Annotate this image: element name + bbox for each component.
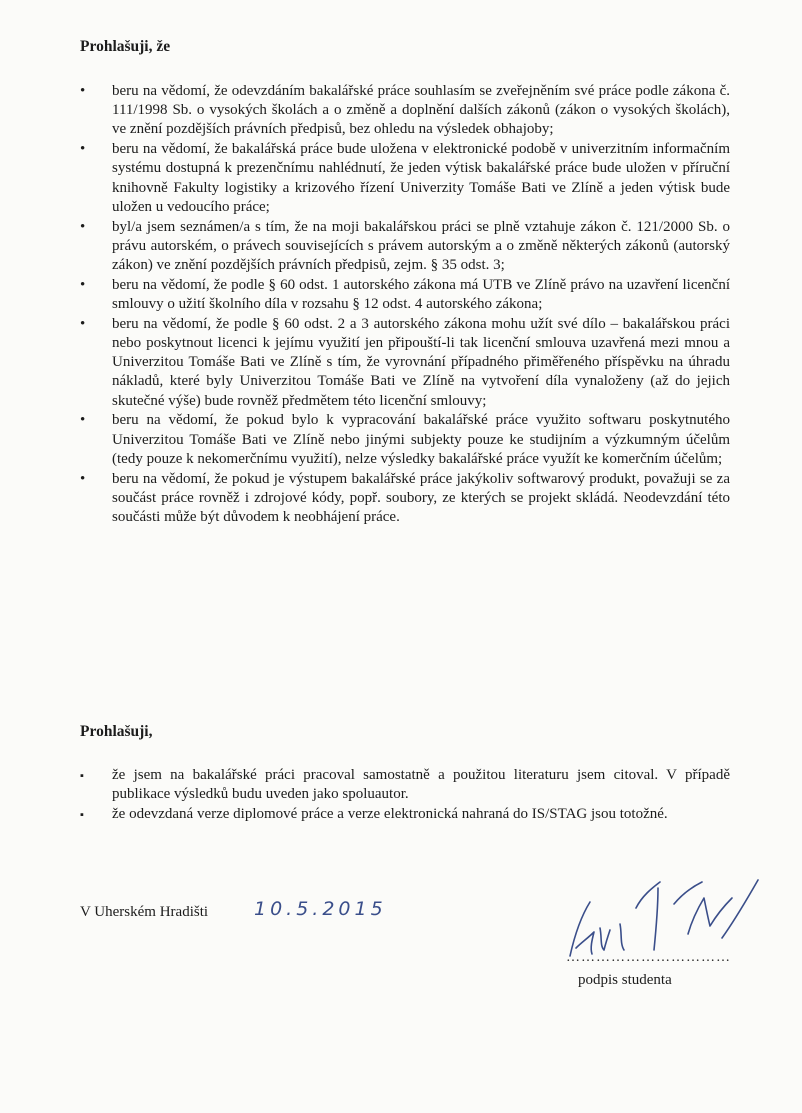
list-item-text: byl/a jsem seznámen/a s tím, že na moji bakalářskou práci se plně vztahuje zákon č. 121/2000 Sb. o právu autorském, o právech souvisejících s právem autorským a o změně některých zákonů (autorský zákon) ve znění pozdějších právních předpisů, zejm. § 35 odst. 3; xyxy=(112,218,730,274)
bullet-marker: • xyxy=(80,470,86,487)
list-item-text: beru na vědomí, že pokud je výstupem bakalářské práce jakýkoliv softwarový produkt, považuji se za součást práce rovněž i zdrojové kódy, popř. soubory, ze kterých se projekt skládá. Neodevzdání této součásti může být důvodem k neobhájení práce. xyxy=(112,470,730,526)
bullet-marker: • xyxy=(80,83,86,99)
bullet-marker: • xyxy=(80,141,86,158)
bullet-marker: • xyxy=(80,276,86,293)
bullet-marker: • xyxy=(80,412,86,429)
section-heading-1: Prohlašuji, že xyxy=(80,38,171,55)
bullet-marker: • xyxy=(80,315,86,332)
list-item xyxy=(80,470,730,528)
signature-line: …………………………… xyxy=(566,950,731,965)
list-item-text: beru na vědomí, že bakalářská práce bude uložena v elektronické podobě v univerzitním informačním systému dostupná k prezenčnímu nahlédnutí, že jeden výtisk bakalářské práce bude uložen v příruční knihovně Fakulty logistiky a krizového řízení Univerzity Tomáše Bati ve Zlíně a jeden výtisk bude uložen u vedoucího práce; xyxy=(112,141,730,215)
signature-icon xyxy=(562,878,772,958)
list-item-text: beru na vědomí, že odevzdáním bakalářské práce souhlasím se zveřejněním své práce podle zákona č. 111/1998 Sb. o vysokých školách a o změně a doplnění dalších zákonů (zákon o vysokých školách), ve znění pozdějších právních předpisů, bez ohledu na výsledek obhajoby; xyxy=(112,83,730,138)
list-item-text: beru na vědomí, že pokud bylo k vypracování bakalářské práce využito softwaru poskytnutého Univerzitou Tomáše Bati ve Zlíně nebo jinými subjekty pouze ke studijním a výzkumným účelům (tedy pouze k nekomerčnímu využití), nelze výsledky bakalářské práce využít ke komerčním účelům; xyxy=(112,412,730,467)
list-item xyxy=(80,411,730,469)
signature-label: podpis studenta xyxy=(578,972,672,988)
list-item xyxy=(80,82,730,140)
list-item xyxy=(80,315,730,411)
list-item xyxy=(80,766,730,804)
place-text: V Uherském Hradišti xyxy=(80,904,209,920)
section-heading-2: Prohlašuji, xyxy=(80,723,153,740)
list-item-text: že jsem na bakalářské práci pracoval samostatně a použitou literaturu jsem citoval. V případě publikace výsledků budu uveden jako spoluautor. xyxy=(112,767,730,803)
list-item xyxy=(80,276,730,314)
bullet-marker: • xyxy=(80,218,86,235)
list-item xyxy=(80,140,730,217)
declaration-list-1 xyxy=(80,82,730,528)
list-item-text: beru na vědomí, že podle § 60 odst. 2 a 3 autorského zákona mohu užít své dílo – bakalářskou práci nebo poskytnout licenci k jejímu využití jen připouští-li tak licenční smlouva uzavřená mezi mnou a Univerzitou Tomáše Bati ve Zlíně s tím, že vyrovnání případného přiměřeného příspěvku na úhradu nákladů, které byly Univerzitou Tomáše Bati ve Zlíně na vytvoření díla vynaloženy (až do jejich skutečné výše) bude rovněž předmětem této licenční smlouvy; xyxy=(112,315,730,409)
list-item xyxy=(80,218,730,276)
handwritten-date: 10.5.2015 xyxy=(254,898,387,920)
list-item xyxy=(80,805,730,824)
list-item-text: že odevzdaná verze diplomové práce a verze elektronická nahraná do IS/STAG jsou totožné. xyxy=(112,806,668,823)
square-bullet-marker: ▪ xyxy=(80,809,84,822)
list-item-text: beru na vědomí, že podle § 60 odst. 1 autorského zákona má UTB ve Zlíně právo na uzavření licenční smlouvy o užití školního díla v rozsahu § 12 odst. 4 autorského zákona; xyxy=(112,276,730,313)
square-bullet-marker: ▪ xyxy=(80,770,84,782)
declaration-list-2 xyxy=(80,766,730,826)
